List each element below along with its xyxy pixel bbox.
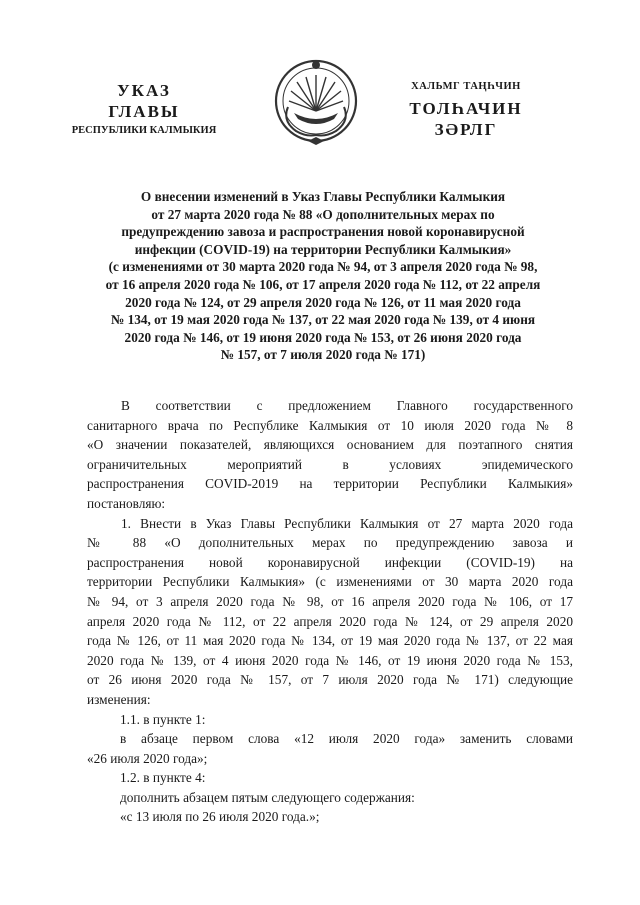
body-line: «с 13 июля по 26 июля 2020 года.»; [120,809,320,825]
kalmykia-coat-of-arms-icon [272,55,360,147]
body-line: «26 июля 2020 года»; [87,750,208,766]
body-line: территории Республики Калмыкия» (с изменениями от 30 марта 2020 года [87,574,573,590]
title-line: инфекции (COVID-19) на территории Республики Калмыкия» [134,241,512,257]
republic-label: РЕСПУБЛИКИ КАЛМЫКИЯ [71,125,217,136]
kalmyk-head-label: ТОЛҺАЧИН [409,98,523,118]
title-line: от 16 апреля 2020 года № 106, от 17 апреля 2020 года № 112, от 22 апреля [105,276,541,292]
body-line: 1.1. в пункте 1: [120,711,206,727]
body-line: 1.2. в пункте 4: [120,770,206,786]
title-line: № 134, от 19 мая 2020 года № 137, от 22 мая 2020 года № 139, от 4 июня [110,312,536,328]
body-line: года № 126, от 11 мая 2020 года № 134, от 19 мая 2020 года № 137, от 22 мая [87,633,573,649]
body-line: от 26 июня 2020 года № 157, от 7 июля 2020 года № 171) следующие [87,672,573,688]
document-title [78,188,568,364]
body-line: дополнить абзацем пятым следующего содержания: [120,789,415,805]
body-line: 1. Внести в Указ Главы Республики Калмыкия от 27 марта 2020 года [121,515,573,531]
title-line: 2020 года № 146, от 19 июня 2020 года № 153, от 26 июня 2020 года [124,329,522,345]
title-line: № 157, от 7 июля 2020 года № 171) [220,347,426,363]
body-line: апреля 2020 года № 112, от 22 апреля 2020 года № 124, от 29 апреля 2020 [87,613,573,629]
kalmyk-republic-label: ХАЛЬМГ ТАҢҺЧИН [411,81,521,92]
title-line: от 27 марта 2020 года № 88 «О дополнительных мерах по [151,206,495,222]
body-line: В соответствии с предложением Главного государственного [121,398,573,413]
body-line: «О значении показателей, являющихся основанием для поэтапного снятия [87,437,573,453]
body-line: № 88 «О дополнительных мерах по предупреждению завоза и [87,535,573,551]
title-line: 2020 года № 124, от 29 апреля 2020 года № 126, от 11 мая 2020 года [125,294,521,310]
document-body [87,396,573,827]
kalmyk-decree-label: ЗӘРЛГ [434,119,498,139]
header-left-block [60,82,228,137]
body-line: санитарного врача по Республике Калмыкия от 10 июля 2020 года № 8 [87,417,573,433]
body-line: постановляю: [87,495,166,511]
body-line: 2020 года № 139, от 4 июня 2020 года № 146, от 19 июня 2020 года № 153, [87,652,573,668]
header-right-block [386,82,546,138]
body-line: в абзаце первом слова «12 июля 2020 года» заменить словами [120,731,573,747]
title-line: предупреждению завоза и распространения новой коронавирусной [121,224,525,240]
body-line: № 94, от 3 апреля 2020 года № 98, от 16 апреля 2020 года № 106, от 17 [87,593,573,609]
body-line: ограничительных мероприятий в условиях эпидемического [87,456,573,472]
title-line: (с изменениями от 30 марта 2020 года № 94, от 3 апреля 2020 года № 98, [108,259,538,275]
head-label: ГЛАВЫ [108,102,180,121]
body-line: распространения COVID-2019 на территории Республики Калмыкия» [87,476,573,492]
title-line: О внесении изменений в Указ Главы Республики Калмыкия [140,189,506,204]
body-line: распространения новой коронавирусной инфекции (COVID-19) на [87,554,573,570]
body-line: изменения: [87,691,151,707]
decree-label: УКАЗ [117,81,171,100]
